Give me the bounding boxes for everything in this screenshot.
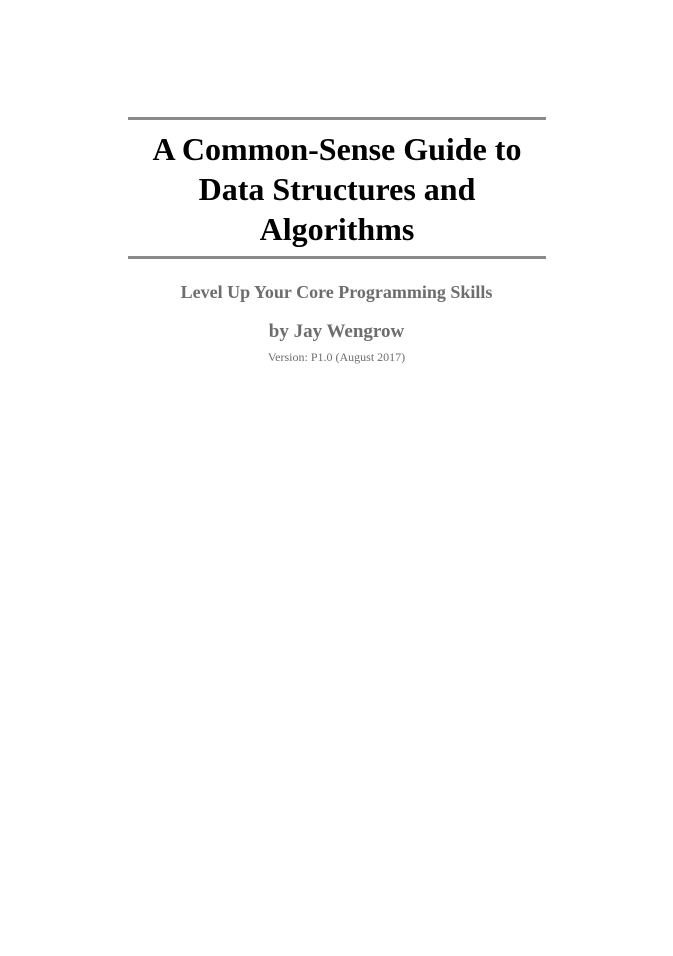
top-rule <box>128 117 546 120</box>
book-subtitle: Level Up Your Core Programming Skills <box>180 282 493 302</box>
bottom-rule <box>128 256 546 259</box>
book-title-line-3: Algorithms <box>259 211 415 247</box>
book-version: Version: P1.0 (August 2017) <box>267 350 406 364</box>
book-title <box>108 129 566 249</box>
book-title-line-2: Data Structures and <box>198 171 476 207</box>
book-author: by Jay Wengrow <box>268 321 405 342</box>
book-title-line-1: A Common-Sense Guide to <box>152 131 522 167</box>
